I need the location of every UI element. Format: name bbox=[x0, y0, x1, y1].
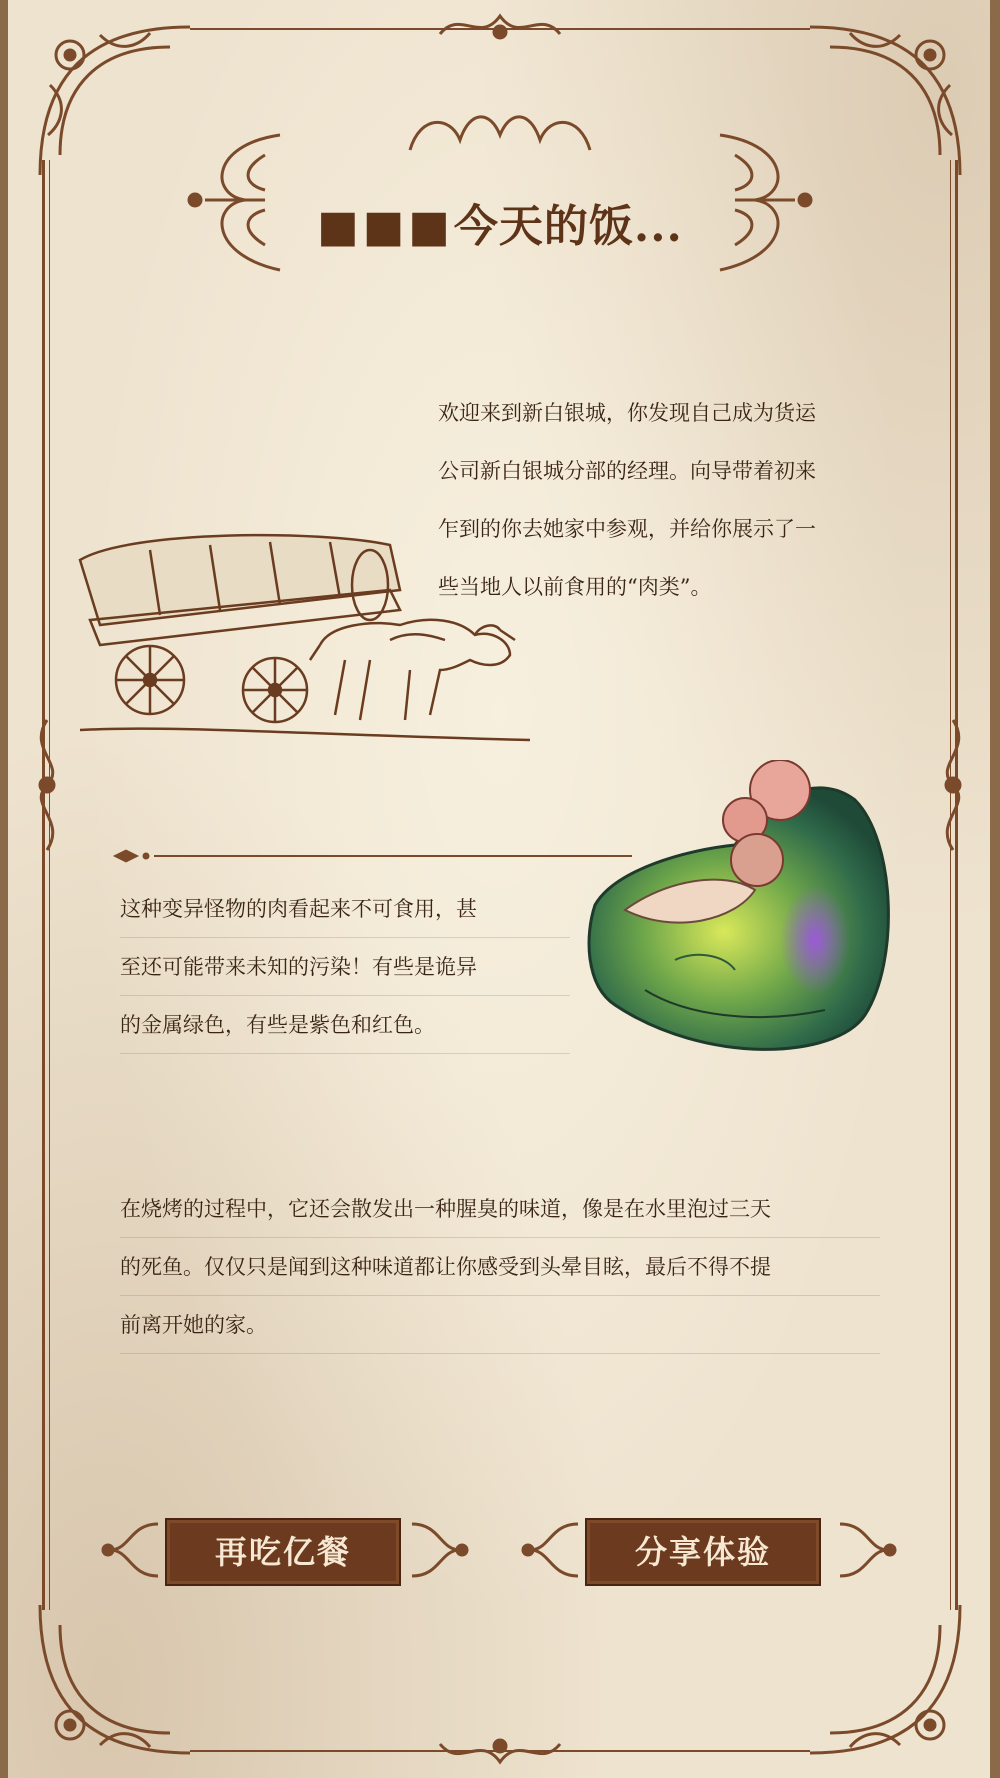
aftermath-line: 在烧烤的过程中，它还会散发出一种腥臭的味道，像是在水里泡过三天 bbox=[120, 1180, 880, 1238]
aftermath-paragraph bbox=[120, 1180, 880, 1354]
button-flourish-left-2 bbox=[520, 1514, 580, 1586]
frame-left-line bbox=[42, 160, 45, 1610]
button-flourish-right-1 bbox=[410, 1514, 470, 1586]
left-side-ornament bbox=[22, 715, 72, 855]
intro-line: 公司新白银城分部的经理。向导带着初来 bbox=[438, 459, 816, 483]
title-redacted-blocks: ■■■ bbox=[317, 201, 454, 252]
mutant-meat-illustration bbox=[585, 760, 900, 1070]
description-line: 的金属绿色，有些是紫色和红色。 bbox=[120, 996, 570, 1054]
title-text: 今天的饭... bbox=[453, 201, 683, 252]
frame-left-line-inner bbox=[49, 160, 50, 1610]
intro-line: 些当地人以前食用的“肉类”。 bbox=[438, 575, 712, 599]
aftermath-line: 前离开她的家。 bbox=[120, 1296, 880, 1354]
intro-line: 乍到的你去她家中参观，并给你展示了一 bbox=[438, 517, 816, 541]
corner-ornament-bottom-right bbox=[800, 1595, 970, 1765]
covered-wagon-illustration bbox=[70, 530, 560, 750]
corner-ornament-bottom-left bbox=[30, 1595, 200, 1765]
button-flourish-left-1 bbox=[100, 1514, 160, 1586]
share-experience-button[interactable]: 分享体验 bbox=[585, 1518, 821, 1586]
description-line: 这种变异怪物的肉看起来不可食用，甚 bbox=[120, 880, 570, 938]
meat-description-paragraph bbox=[120, 880, 570, 1054]
top-center-ornament bbox=[430, 4, 570, 50]
eat-again-button[interactable]: 再吃亿餐 bbox=[165, 1518, 401, 1586]
right-side-ornament bbox=[928, 715, 978, 855]
bottom-center-ornament bbox=[430, 1728, 570, 1774]
intro-line: 欢迎来到新白银城，你发现自己成为货运 bbox=[438, 401, 816, 425]
frame-right-line bbox=[955, 160, 958, 1610]
page-title bbox=[0, 190, 1000, 254]
section-divider bbox=[112, 846, 632, 866]
button-flourish-right-2 bbox=[838, 1514, 898, 1586]
aftermath-line: 的死鱼。仅仅只是闻到这种味道都让你感受到头晕目眩，最后不得不提 bbox=[120, 1238, 880, 1296]
frame-right-line-inner bbox=[950, 160, 951, 1610]
description-line: 至还可能带来未知的污染！有些是诡异 bbox=[120, 938, 570, 996]
